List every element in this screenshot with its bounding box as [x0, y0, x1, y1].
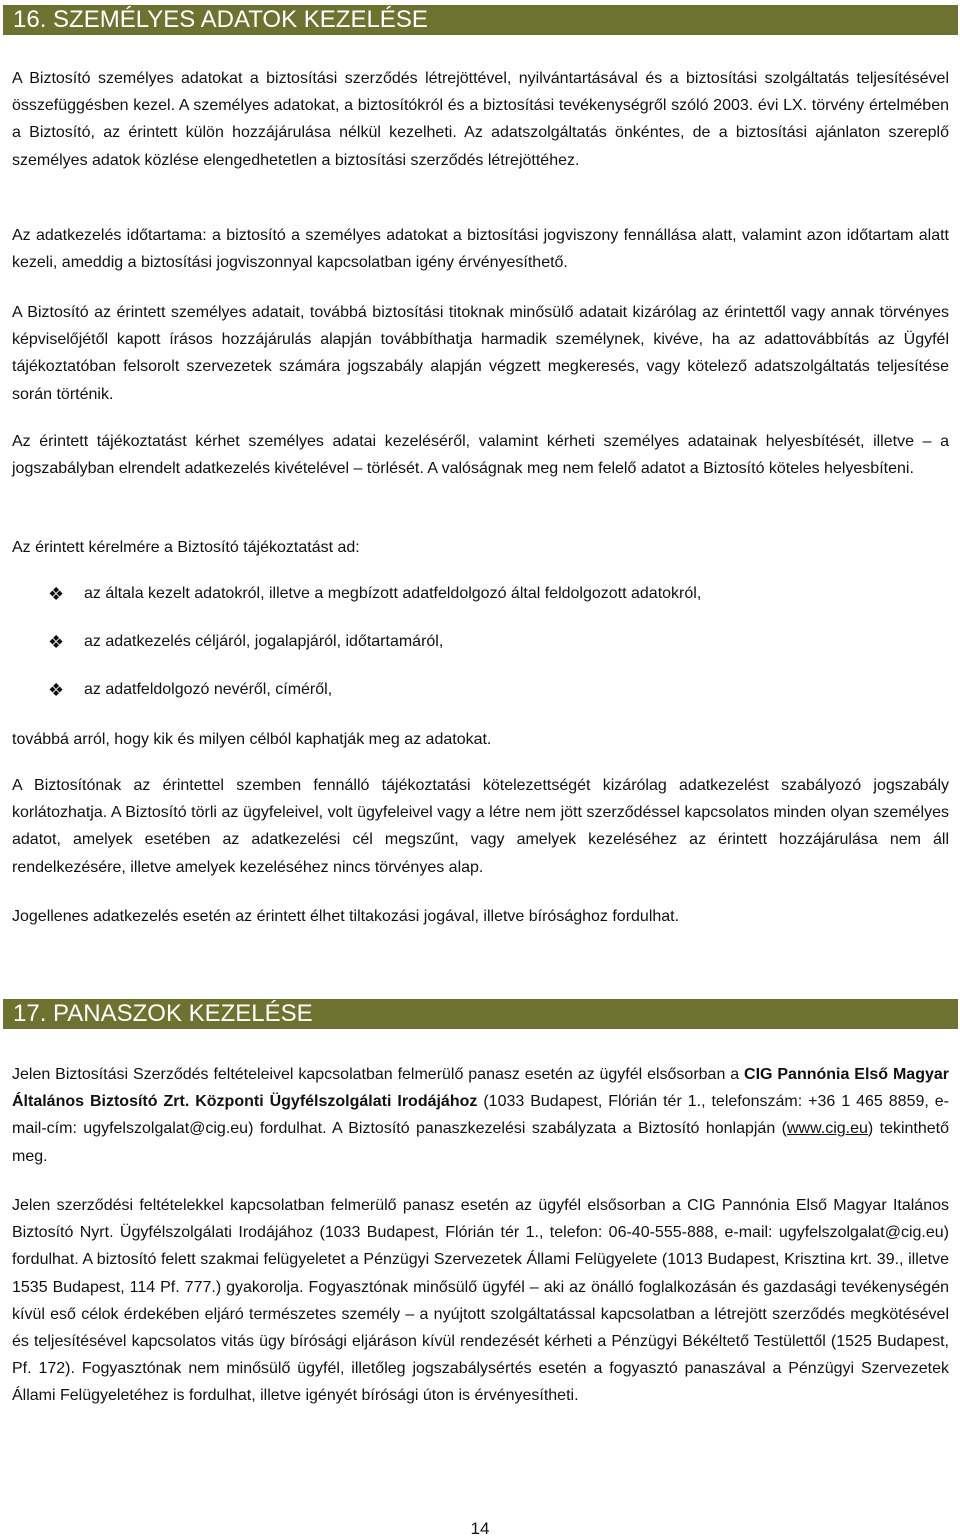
section-16-paragraph-4: Az érintett tájékoztatást kérhet személyes adatai kezeléséről, valamint kérheti személyes adatainak helyesbítését, illetve – a jogszabályban elrendelt adatkezelés kivételével – törlését. A valóságnak meg nem felelő adatot a Biztosító köteles helyesbíteni.: [12, 433, 949, 478]
section-16-paragraph-1: A Biztosító személyes adatokat a biztosítási szerződés létrejöttével, nyilvántartásával és a biztosítási szolgáltatás teljesítésével összefüggésben kezel. A személyes adatokat, a biztosítókról és a biztosítási tevékenységről szóló 2003. évi LX. törvény értelmében a Biztosító, az érintett külön hozzájárulása nélkül kezelheti. Az adatszolgáltatás önkéntes, de a biztosítási ajánlaton szereplő személyes adatok közlése elengedhetetlen a biztosítási szerződés létrejöttéhez.: [12, 70, 949, 169]
section-17-paragraph-2: Jelen szerződési feltételekkel kapcsolatban felmerülő panasz esetén az ügyfél elsősorban a CIG Pannónia Első Magyar Italános Biztosító Nyrt. Ügyfélszolgálati Irodájához (1033 Budapest, Flórián tér 1., telefon: 06-40-555-888, e-mail: ugyfelszolgalat@cig.eu) fordulhat. A biztosító felett szakmai felügyeletet a Pénzügyi Szervezetek Állami Felügyelete (1013 Budapest, Krisztina krt. 39., illetve 1535 Budapest, 114 Pf. 777.) gyakorolja. Fogyasztónak minősülő ügyfél – aki az önálló foglalkozásán és gazdasági tevékenységén kívül eső célok érdekében eljáró természetes személy – a nyújtott szolgáltatással kapcsolatban a létrejött szerződés megkötésével és teljesítésével kapcsolatos vitás ügy bírósági eljáráson kívül rendezését kérheti a Pénzügyi Békéltető Testülettől (1525 Budapest, Pf. 172). Fogyasztónak nem minősülő ügyfél, illetőleg jogszabálysértés esetén a fogyasztó panaszával a Pénzügyi Szervezetek Állami Felügyeletéhez is fordulhat, illetve igényét bírósági úton is érvényesítheti.: [12, 1197, 949, 1405]
four-diamond-bullet-icon: ❖: [48, 584, 65, 604]
website-link[interactable]: www.cig.eu: [786, 1120, 868, 1138]
section-17-heading: [3, 999, 958, 1029]
section-16-paragraph-7: Jogellenes adatkezelés esetén az érintett élhet tiltakozási jogával, illetve bírósághoz fordulhat.: [12, 908, 680, 925]
section-16-heading: [3, 5, 958, 35]
section-17-p1-text-b: (1033 Budapest, Flórián tér 1., telefonszám: +36 1 465 8859, e-mail-cím: ugyfelszolgalat@cig.eu) fordulhat. A Biztosító panaszkezelési szabályzata a Biztosító honlapján (: [12, 1093, 949, 1138]
four-diamond-bullet-icon: ❖: [48, 632, 65, 652]
list-item-text: az adatfeldolgozó nevéről, címéről,: [84, 681, 333, 698]
list-item: [12, 630, 949, 678]
page-number: 14: [470, 1519, 490, 1538]
list-item: [12, 678, 949, 726]
section-17-p1-text-a: Jelen Biztosítási Szerződés feltételeivel kapcsolatban felmerülő panasz esetén az ügyfél elsősorban a: [12, 1066, 745, 1083]
section-16-after-list-line: továbbá arról, hogy kik és milyen célból kaphatják meg az adatokat.: [12, 731, 492, 748]
section-16-paragraph-5: Az érintett kérelmére a Biztosító tájékoztatást ad:: [12, 539, 360, 556]
section-16-heading-text: 16. SZEMÉLYES ADATOK KEZELÉSE: [13, 6, 428, 33]
section-17-heading-text: 17. PANASZOK KEZELÉSE: [13, 1000, 313, 1027]
section-17-p1-text-c: ) tekinthető meg.: [12, 1120, 950, 1165]
section-17-paragraph-1: [12, 1061, 949, 1170]
section-16-bullet-list: [12, 582, 949, 726]
list-item: [12, 582, 949, 630]
section-17-p1-company-name: CIG Pannónia Első Magyar Általános Biztosító Zrt. Központi Ügyfélszolgálati Irodájához: [12, 1066, 949, 1111]
section-16-paragraph-2: Az adatkezelés időtartama: a biztosító a személyes adatokat a biztosítási jogviszony fennállása alatt, valamint azon időtartam alatt kezeli, ameddig a biztosítási jogviszonnyal kapcsolatban igény érvényesíthető.: [12, 227, 949, 272]
four-diamond-bullet-icon: ❖: [48, 680, 65, 700]
section-16-paragraph-3: A Biztosító az érintett személyes adatait, továbbá biztosítási titoknak minősülő adatait kizárólag az érintettől vagy annak törvényes képviselőjétől kapott írásos hozzájárulás alapján továbbíthatja harmadik személynek, kivéve, ha az adattovábbítás az Ügyfél tájékoztatóban felsorolt szervezetek számára jogszabály alapján végzett megkeresés, vagy kötelező adatszolgáltatás teljesítése során történik.: [12, 304, 949, 403]
section-16-paragraph-6: A Biztosítónak az érintettel szemben fennálló tájékoztatási kötelezettségét kizárólag adatkezelést szabályozó jogszabály korlátozhatja. A Biztosító törli az ügyfeleivel, volt ügyfeleivel vagy a létre nem jött szerződéssel kapcsolatos minden olyan személyes adatot, amelyek esetében az adatkezelési cél megszűnt, vagy amelyek kezeléséhez az érintett hozzájárulása nem áll rendelkezésére, illetve amelyek kezeléséhez nincs törvényes alap.: [12, 777, 949, 876]
list-item-text: az adatkezelés céljáról, jogalapjáról, időtartamáról,: [84, 633, 444, 650]
list-item-text: az általa kezelt adatokról, illetve a megbízott adatfeldolgozó által feldolgozott adatokról,: [84, 585, 702, 602]
